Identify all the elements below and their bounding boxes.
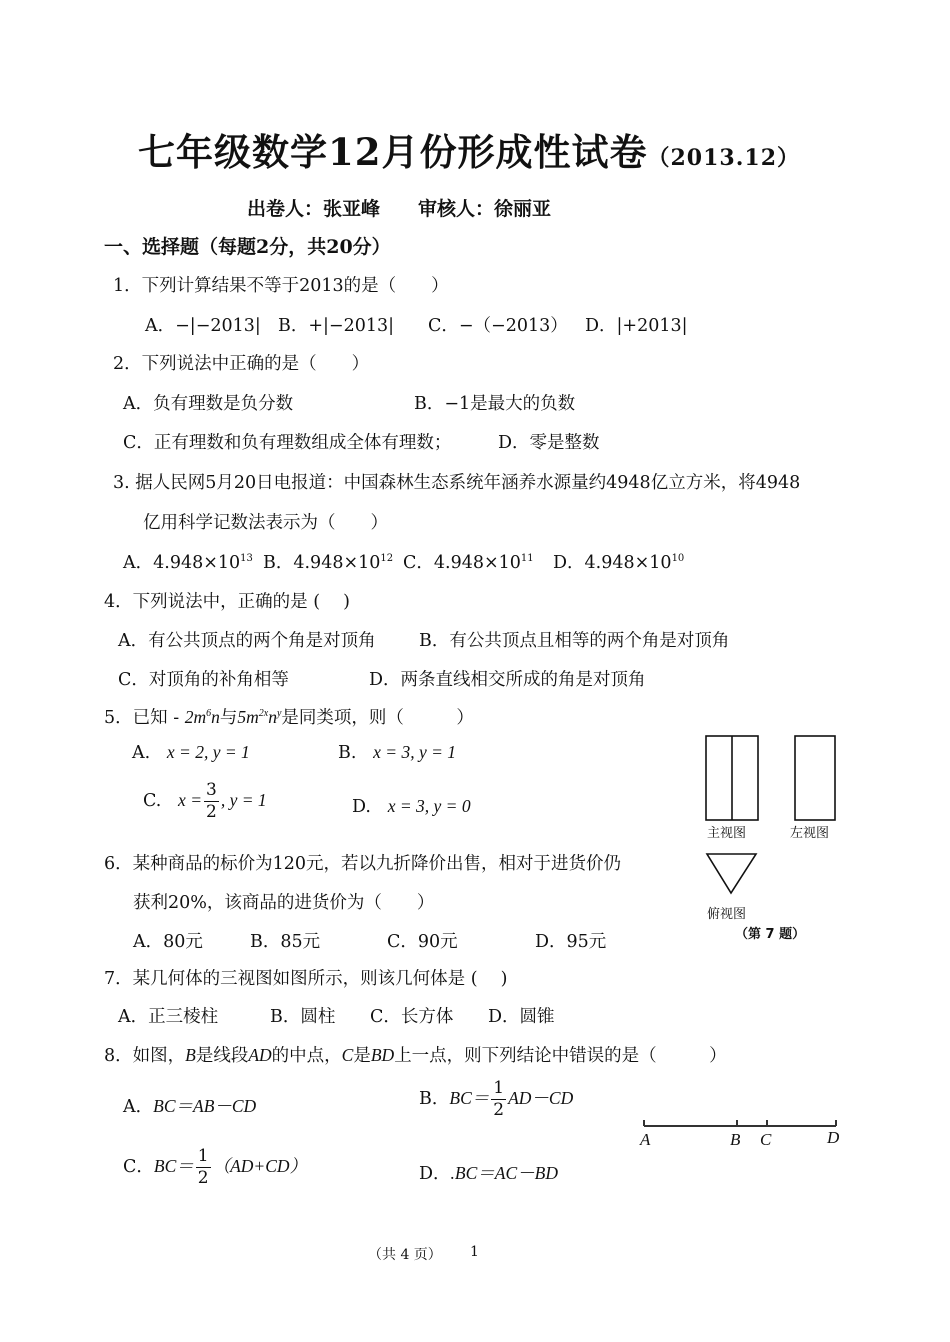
title-text: 七年级数学12月份形成性试卷 bbox=[138, 130, 648, 174]
question-5-stem: 5．已知 - $2m^6n$与$5m^{2x}n^y$是同类项，则（ ） bbox=[104, 707, 474, 728]
question-2-option-c: C．正有理数和负有理数组成全体有理数； bbox=[123, 433, 452, 453]
question-1-option-d: D．|+2013| bbox=[585, 316, 688, 336]
question-5-option-d: D. x = 3, y = 0 bbox=[352, 796, 471, 817]
question-4-option-c: C．对顶角的补角相等 bbox=[118, 670, 289, 690]
question-5-option-a: A. x = 2, y = 1 bbox=[132, 742, 250, 763]
page-title bbox=[138, 122, 800, 176]
figure-7-caption: （第 7 题） bbox=[735, 927, 806, 942]
segment-label-d: D bbox=[827, 1128, 840, 1147]
question-1-option-c: C．−（−2013） bbox=[428, 316, 568, 336]
left-view-rect bbox=[795, 736, 835, 820]
question-6-stem-line1: 6．某种商品的标价为120元，若以九折降价出售，相对于进货价仍 bbox=[104, 854, 622, 874]
question-4-option-a: A．有公共顶点的两个角是对顶角 bbox=[118, 631, 376, 651]
question-3-stem-line1: 3. 据人民网5月20日电报道：中国森林生态系统年涵养水源量约4948亿立方米，将4948 bbox=[113, 473, 801, 493]
question-2-option-b: B．−1是最大的负数 bbox=[414, 394, 576, 414]
section-heading: 一、选择题（每题2分，共20分） bbox=[104, 236, 391, 258]
top-view-triangle bbox=[707, 854, 756, 893]
footer-page-count: （共 4 页） bbox=[368, 1247, 442, 1263]
question-2-option-a: A．负有理数是负分数 bbox=[123, 394, 294, 414]
question-7-option-b: B．圆柱 bbox=[270, 1007, 336, 1027]
question-1-option-a: A．−|−2013| bbox=[145, 316, 261, 336]
question-6-option-c: C．90元 bbox=[387, 932, 458, 952]
question-6-option-b: B．85元 bbox=[250, 932, 321, 952]
question-7-option-d: D．圆锥 bbox=[488, 1007, 555, 1027]
question-2-stem: 2．下列说法中正确的是（ ） bbox=[113, 354, 370, 374]
question-2-option-d: D．零是整数 bbox=[498, 433, 600, 453]
segment-figure bbox=[636, 1112, 846, 1142]
question-8-option-a: A．BC＝AB－CD bbox=[123, 1096, 257, 1117]
question-7-option-c: C．长方体 bbox=[370, 1007, 454, 1027]
question-4-stem: 4．下列说法中，正确的是 ( ) bbox=[104, 592, 350, 612]
question-5-option-c: C. x = $\frac{3}{2}$ , y = 1 bbox=[143, 780, 267, 822]
authors-line: 出卷人：张亚峰 审核人：徐丽亚 bbox=[247, 198, 552, 220]
question-1-option-b: B．+|−2013| bbox=[278, 316, 395, 336]
question-3-option-d: D．$4.948\times 10^{10}$ bbox=[553, 553, 685, 573]
question-4-option-b: B．有公共顶点且相等的两个角是对顶角 bbox=[419, 631, 730, 651]
question-4-option-d: D．两条直线相交所成的角是对顶角 bbox=[369, 670, 646, 690]
question-8-stem: 8．如图，B是线段AD的中点，C是BD上一点，则下列结论中错误的是（ ） bbox=[104, 1045, 727, 1066]
top-view-label: 俯视图 bbox=[707, 907, 747, 922]
title-year: （2013.12） bbox=[647, 145, 801, 171]
front-view-label: 主视图 bbox=[707, 826, 747, 841]
question-7-option-a: A．正三棱柱 bbox=[118, 1007, 219, 1027]
question-3-stem-line2: 亿用科学记数法表示为（ ） bbox=[143, 513, 388, 533]
question-1-stem: 1．下列计算结果不等于2013的是（ ） bbox=[113, 276, 449, 296]
question-3-option-c: C．$4.948\times 10^{11}$ bbox=[403, 553, 534, 573]
question-8-option-b: B．BC＝ $\frac{1}{2}$ AD－CD bbox=[419, 1078, 574, 1120]
question-3-option-a: A．$4.948\times 10^{13}$ bbox=[123, 553, 253, 573]
question-6-option-d: D．95元 bbox=[535, 932, 607, 952]
segment-label-b: B bbox=[730, 1130, 741, 1149]
segment-label-c: C bbox=[760, 1130, 772, 1149]
left-view-label: 左视图 bbox=[790, 826, 830, 841]
question-6-option-a: A．80元 bbox=[133, 932, 203, 952]
question-7-stem: 7．某几何体的三视图如图所示，则该几何体是 ( ) bbox=[104, 969, 508, 989]
segment-label-a: A bbox=[640, 1130, 651, 1149]
question-8-option-c: C．BC＝ $\frac{1}{2}$ （AD+CD） bbox=[123, 1146, 308, 1188]
question-5-option-b: B. x = 3, y = 1 bbox=[338, 742, 457, 763]
question-8-option-d: D．.BC＝AC－BD bbox=[419, 1163, 558, 1184]
question-6-stem-line2: 获利20%，该商品的进货价为（ ） bbox=[133, 893, 435, 913]
footer-page-number: 1 bbox=[470, 1244, 479, 1260]
question-3-option-b: B．$4.948\times 10^{12}$ bbox=[263, 553, 394, 573]
